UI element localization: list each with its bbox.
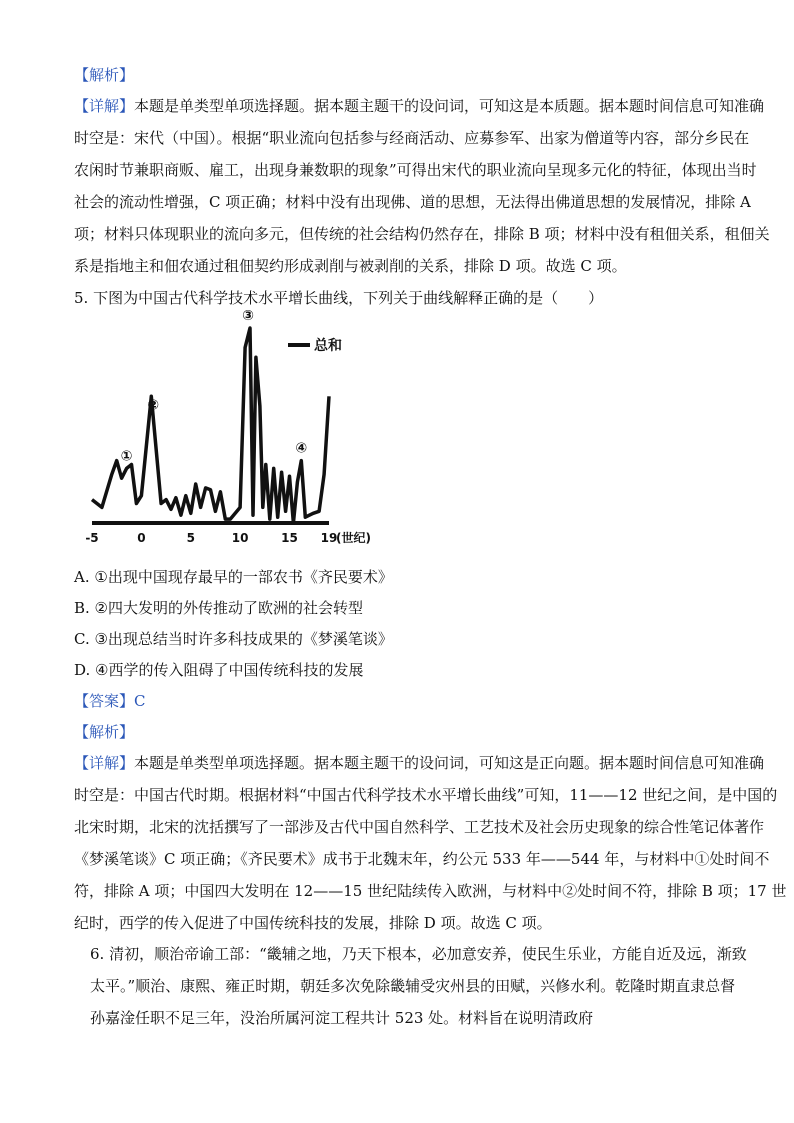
- series-line-总和: [92, 328, 329, 523]
- detail-tag: 【详解】: [74, 97, 135, 115]
- x-tick-label: 10: [231, 531, 249, 545]
- detail-tag: 【详解】: [74, 754, 135, 772]
- question-6-line: 6. 清初，顺治帝谕工部：“畿辅之地，乃天下根本，必加意安养，使民生乐业，方能自近及远，渐致: [90, 945, 747, 963]
- detail-line: [74, 753, 764, 773]
- detail-text: 本题是单类型单项选择题。据本题主题干的设问词，可知这是正向题。据本题时间信息可知准确: [134, 754, 765, 772]
- detail-line: 项；材料只体现职业的流向多元，但传统的社会结构仍然存在，排除 B 项；材料中没有租佃关系，租佃关: [74, 225, 770, 243]
- x-tick-label: 5: [186, 531, 195, 545]
- x-tick-label: 15: [281, 531, 298, 545]
- option-d[interactable]: D. ④西学的传入阻碍了中国传统科技的发展: [74, 661, 364, 679]
- detail-line: 社会的流动性增强，C 项正确；材料中没有出现佛、道的思想，无法得出佛道思想的发展情况，排除 A: [74, 193, 751, 211]
- detail-line: 时空是：宋代（中国）。根据“职业流向包括参与经商活动、应募参军、出家为僧道等内容，部分乡民在: [74, 129, 750, 147]
- option-a[interactable]: A. ①出现中国现存最早的一部农书《齐民要术》: [74, 568, 393, 586]
- x-tick-label: 19: [320, 531, 338, 545]
- detail-line: 纪时，西学的传入促进了中国传统科技的发展，排除 D 项。故选 C 项。: [74, 914, 552, 932]
- detail-line: 时空是：中国古代时期。根据材料“中国古代科学技术水平增长曲线”可知，11——12 世纪之间，是中国的: [74, 786, 778, 804]
- detail-line: [74, 96, 764, 116]
- legend-label: 总和: [314, 338, 342, 354]
- x-axis-label: (世纪): [336, 531, 371, 545]
- annotation-label: ④: [295, 440, 308, 457]
- detail-line: 《梦溪笔谈》C 项正确；《齐民要术》成书于北魏末年，约公元 533 年——544 年，与材料中①处时间不: [74, 850, 770, 868]
- question-5-stem: 5. 下图为中国古代科学技术水平增长曲线，下列关于曲线解释正确的是（ ）: [74, 289, 604, 307]
- analysis-heading-1: 【解析】: [74, 66, 135, 84]
- detail-text: 本题是单类型单项选择题。据本题主题干的设问词，可知这是本质题。据本题时间信息可知准确: [134, 97, 765, 115]
- option-c[interactable]: C. ③出现总结当时许多科技成果的《梦溪笔谈》: [74, 630, 393, 648]
- option-b[interactable]: B. ②四大发明的外传推动了欧洲的社会转型: [74, 599, 364, 617]
- detail-line: 农闲时节兼职商贩、雇工，出现身兼数职的现象”可得出宋代的职业流向呈现多元化的特征，体现出当时: [74, 161, 757, 179]
- detail-line: 北宋时期，北宋的沈括撰写了一部涉及古代中国自然科学、工艺技术及社会历史现象的综合性笔记体著作: [74, 818, 765, 836]
- answer-label: 【答案】C: [74, 692, 146, 710]
- science-growth-chart: [80, 310, 390, 546]
- detail-line: 符，排除 A 项；中国四大发明在 12——15 世纪陆续传入欧洲，与材料中②处时间不符，排除 B 项；17 世: [74, 882, 787, 900]
- analysis-heading-2: 【解析】: [74, 723, 135, 741]
- annotation-label: ②: [147, 397, 160, 414]
- question-6-line: 孙嘉淦任职不足三年，没治所属河淀工程共计 523 处。材料旨在说明清政府: [90, 1009, 594, 1027]
- annotation-label: ①: [120, 448, 133, 465]
- x-tick-label: -5: [85, 531, 99, 545]
- annotation-label: ③: [242, 310, 254, 324]
- detail-line: 系是指地主和佃农通过租佃契约形成剥削与被剥削的关系，排除 D 项。故选 C 项。: [74, 257, 627, 275]
- question-6-line: 太平。”顺治、康熙、雍正时期，朝廷多次免除畿辅受灾州县的田赋，兴修水利。乾隆时期直隶总督: [90, 977, 736, 995]
- x-tick-label: 0: [137, 531, 146, 545]
